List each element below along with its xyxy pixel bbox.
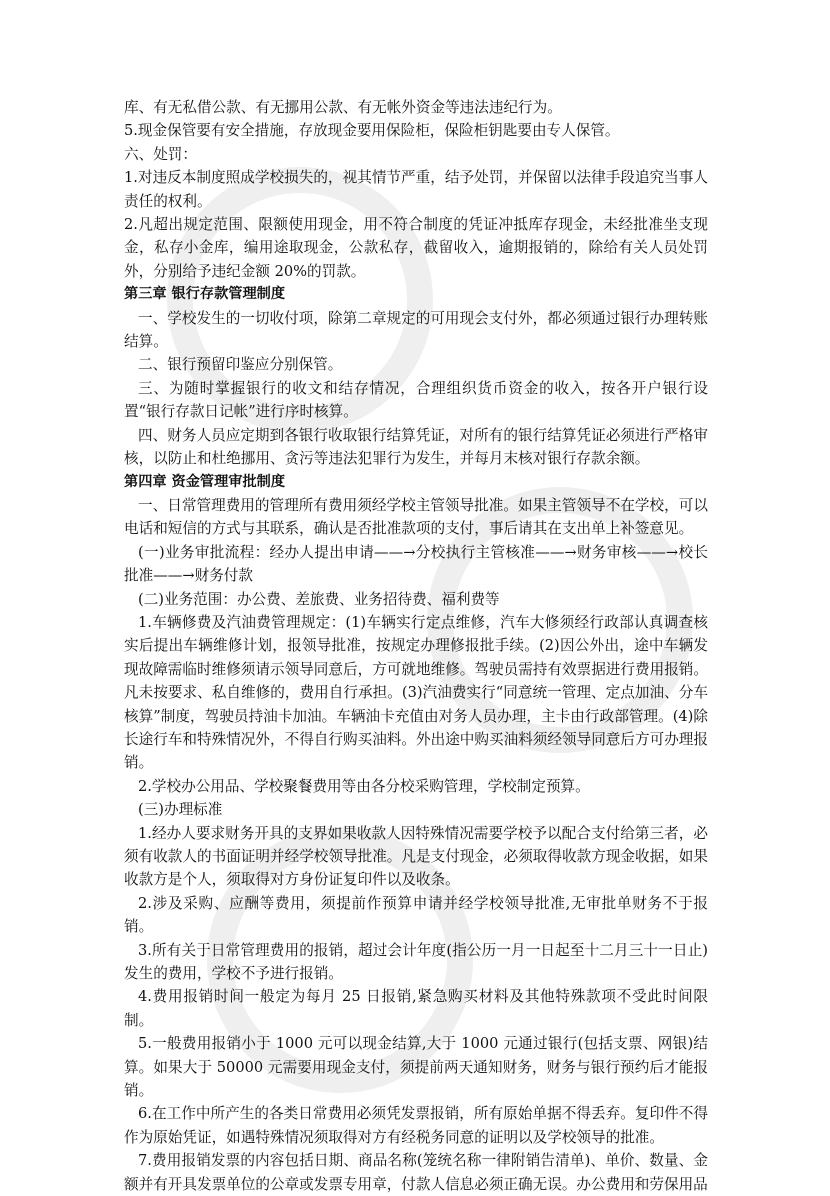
paragraph-6: 一、学校发生的一切收付项，除第二章规定的可用现会支付外，都必须通过银行办理转账结算。 bbox=[124, 309, 708, 351]
document-page bbox=[124, 96, 708, 1196]
paragraph-14: 1.车辆修费及汽油费管理规定：(1)车辆实行定点维修，汽车大修须经行政部认真调查核实后提出车辆维修计划，报领导批准，按规定办理修报批手续。(2)因公外出，途中车辆发现故障需临时维修须请示领导同意后，方可就地维修。驾驶员需持有效票据进行费用报销。凡未按要求、私自维修的，费用自行承担。(3)汽油费实行“同意统一管理、定点加油、分车核算”制度，驾驶员持油卡加油。车辆油卡充值由对务人员办理，主卡由行政部管理。(4)除长途行车和特殊情况外，不得自行购买油料。外出途中购买油料须经领导同意后方可办理报销。 bbox=[124, 613, 708, 772]
paragraph-3: 1.对违反本制度照成学校损失的，视其情节严重，结予处罚，并保留以法律手段追究当事人责任的权利。 bbox=[124, 169, 708, 210]
paragraph-9: 四、财务人员应定期到各银行收取银行结算凭证，对所有的银行结算凭证必须进行严格审核，以防止和杜绝挪用、贪污等违法犯罪行为发生，并每月末核对银行存款余额。 bbox=[124, 426, 708, 468]
paragraph-21: 5.一般费用报销小于 1000 元可以现金结算,大于 1000 元通过银行(包括支票、网银)结算。如果大于 50000 元需要用现金支付，须提前两天通知财务，财务与银行预约后才能报销。 bbox=[124, 1035, 708, 1100]
paragraph-12: (一)业务审批流程：经办人提出申请——→分校执行主管核准——→财务审核——→校长批准——→财务付款 bbox=[124, 543, 708, 585]
paragraph-18: 2.涉及采购、应酬等费用，须提前作预算申请并经学校领导批准,无审批单财务不于报销。 bbox=[124, 894, 708, 936]
paragraph-16: (三)办理标准 bbox=[138, 801, 223, 819]
paragraph-19: 3.所有关于日常管理费用的报销，超过会计年度(指公历一月一日起至十二月三十一日止)发生的费用，学校不予进行报销。 bbox=[124, 941, 708, 983]
paragraph-20: 4.费用报销时间一般定为每月 25 日报销,紧急购买材料及其他特殊款项不受此时间限制。 bbox=[124, 988, 708, 1029]
paragraph-0: 库、有无私借公款、有无挪用公款、有无帐外资金等违法违纪行为。 bbox=[124, 99, 562, 116]
paragraph-7: 二、银行预留印鉴应分别保管。 bbox=[138, 356, 343, 374]
paragraph-2: 六、处罚： bbox=[124, 145, 197, 163]
paragraph-23: 7.费用报销发票的内容包括日期、商品名称(笼统名称一律附销告清单)、单价、数量、金额并有开具发票单位的公章或发票专用章，付款人信息必须正确无误。办公费用和劳保用品 bbox=[124, 1152, 708, 1193]
paragraph-22: 6.在工作中所产生的各类日常费用必须凭发票报销，所有原始单据不得丢弃。复印件不得作为原始凭证，如遇特殊情况须取得对方有经税务同意的证明以及学校领导的批准。 bbox=[124, 1105, 708, 1146]
chapter-3-heading: 第三章 银行存款管理制度 bbox=[124, 286, 286, 303]
paragraph-4: 2.凡超出规定范围、限额使用现金，用不符合制度的凭证冲抵库存现金，未经批准坐支现金，私存小金库，编用途取现金，公款私存，截留收入，逾期报销的，除给有关人员处罚外，分别给予违纪金额 20%的罚款。 bbox=[124, 216, 708, 280]
paragraph-11: 一、日常管理费用的管理所有费用须经学校主管领导批准。如果主管领导不在学校，可以电话和短信的方式与其联系，确认是否批准款项的支付，事后请其在支出单上补签意见。 bbox=[124, 496, 708, 538]
paragraph-15: 2.学校办公用品、学校聚餐费用等由各分校采购管理，学校制定预算。 bbox=[138, 777, 590, 795]
paragraph-17: 1.经办人要求财务开具的支界如果收款人因特殊情况需要学校予以配合支付给第三者，必须有收款人的书面证明并经学校领导批准。凡是支付现金，必须取得收款方现金收据，如果收款方是个人，须取得对方身份证复印件以及收条。 bbox=[124, 824, 708, 889]
paragraph-1: 5.现金保管要有安全措施，存放现金要用保险柜，保险柜钥匙要由专人保管。 bbox=[124, 122, 620, 140]
paragraph-8: 三、为随时掌握银行的收文和结存情况，合理组织货币资金的收入，按各开户银行设置“银行存款日记帐”进行序时核算。 bbox=[124, 379, 708, 421]
chapter-4-heading: 第四章 资金管理审批制度 bbox=[124, 473, 286, 490]
paragraph-13: (二)业务范围：办公费、差旅费、业务招待费、福利费等 bbox=[138, 590, 500, 608]
